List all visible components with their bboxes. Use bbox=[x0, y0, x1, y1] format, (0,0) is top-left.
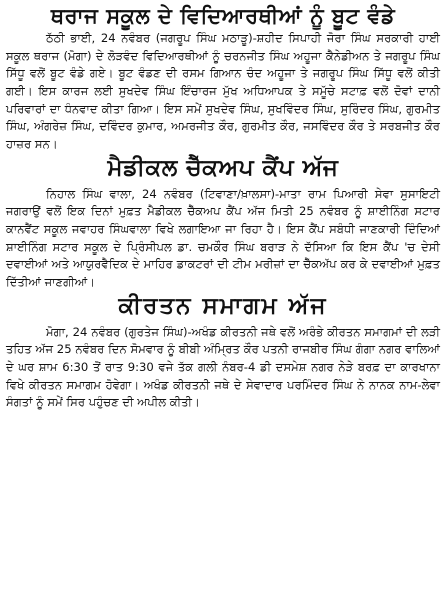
article-headline: ਮੈਡੀਕਲ ਚੈੱਕਅਪ ਕੈਂਪ ਅੱਜ bbox=[107, 155, 339, 182]
article-kirtan-event bbox=[6, 293, 440, 411]
article-body: ਮੋਗਾ, 24 ਨਵੰਬਰ (ਗੁਰਤੇਜ ਸਿੰਘ)-ਅਖੰਡ ਕੀਰਤਨੀ ਜਥੇ ਵਲੋਂ ਅਰੰਭੇ ਕੀਰਤਨ ਸਮਾਗਮਾਂ ਦੀ ਲੜੀ ਤਹਿਤ ਅੱਜ 25 ਨਵੰਬਰ ਦਿਨ ਸੋਮਵਾਰ ਨੂੰ ਬੀਬੀ ਅੰਮ੍ਰਿਤ ਕੌਰ ਪਤਨੀ ਰਾਜਬੀਰ ਸਿੰਘ ਗੰਗਾ ਨਗਰ ਵਾਲਿਆਂ ਦੇ ਘਰ ਸ਼ਾਮ 6:30 ਤੋਂ ਰਾਤ 9:30 ਵਜੇ ਤੱਕ ਗਲੀ ਨੰਬਰ-4 ਡੀ ਦਸਮੇਸ਼ ਨਗਰ ਨੇੜੇ ਬਰਫ਼ ਦਾ ਕਾਰਖਾਨਾ ਵਿਖੇ ਕੀਰਤਨ ਸਮਾਗਮ ਹੋਵੇਗਾ। ਅਖੰਡ ਕੀਰਤਨੀ ਜਥੇ ਦੇ ਸੇਵਾਦਾਰ ਪਰਮਿੰਦਰ ਸਿੰਘ ਨੇ ਨਾਨਕ ਨਾਮ-ਲੇਵਾ ਸੰਗਤਾਂ ਨੂੰ ਸਮੇਂ ਸਿਰ ਪਹੁੰਚਣ ਦੀ ਅਪੀਲ ਕੀਤੀ। bbox=[6, 324, 440, 410]
article-shoes-distribution bbox=[6, 4, 440, 153]
article-medical-camp bbox=[6, 155, 440, 291]
article-headline: ਥਰਾਜ ਸਕੂਲ ਦੇ ਵਿਦਿਆਰਥੀਆਂ ਨੂੰ ਬੂਟ ਵੰਡੇ bbox=[50, 4, 396, 28]
article-body: ਨਿਹਾਲ ਸਿੰਘ ਵਾਲਾ, 24 ਨਵੰਬਰ (ਟਿਵਾਣਾ/ਖ਼ਾਲਸਾ)-ਮਾਤਾ ਰਾਮ ਪਿਆਰੀ ਸੇਵਾ ਸੁਸਾਇਟੀ ਜਗਰਾਉਂ ਵਲੋਂ ਇਕ ਦਿਨਾਂ ਮੁਫ਼ਤ ਮੈਡੀਕਲ ਚੈੱਕਅਪ ਕੈਂਪ ਅੱਜ ਮਿਤੀ 25 ਨਵੰਬਰ ਨੂੰ ਸ਼ਾਈਨਿੰਗ ਸਟਾਰ ਕਾਨਵੈਂਟ ਸਕੂਲ ਜਵਾਹਰ ਸਿੰਘਵਾਲਾ ਵਿਖੇ ਲਗਾਇਆ ਜਾ ਰਿਹਾ ਹੈ। ਇਸ ਕੈਂਪ ਸਬੰਧੀ ਜਾਣਕਾਰੀ ਦਿੰਦਿਆਂ ਸ਼ਾਈਨਿੰਗ ਸਟਾਰ ਸਕੂਲ ਦੇ ਪ੍ਰਿੰਸੀਪਲ ਡਾ. ਚਮਕੌਰ ਸਿੰਘ ਬਰਾੜ ਨੇ ਦੱਸਿਆ ਕਿ ਇਸ ਕੈਂਪ 'ਚ ਦੇਸੀ ਦਵਾਈਆਂ ਅਤੇ ਆਯੁਰਵੈਦਿਕ ਦੇ ਮਾਹਿਰ ਡਾਕਟਰਾਂ ਦੀ ਟੀਮ ਮਰੀਜ਼ਾਂ ਦਾ ਚੈੱਕਅੱਪ ਕਰ ਕੇ ਦਵਾਈਆਂ ਮੁਫ਼ਤ ਦਿੱਤੀਆਂ ਜਾਣਗੀਆਂ। bbox=[6, 186, 440, 289]
article-body: ਠੱਠੀ ਭਾਈ, 24 ਨਵੰਬਰ (ਜਗਰੂਪ ਸਿੰਘ ਮਠਾੜੂ)-ਸ਼ਹੀਦ ਸਿਪਾਹੀ ਜੋਰਾ ਸਿੰਘ ਸਰਕਾਰੀ ਹਾਈ ਸਕੂਲ ਥਰਾਜ (ਮੋਗਾ) ਦੇ ਲੋੜਵੰਦ ਵਿਦਿਆਰਥੀਆਂ ਨੂੰ ਚਰਨਜੀਤ ਸਿੰਘ ਅਹੂਜਾ ਕੈਨੇਡੀਅਨ ਤੇ ਜਗਰੂਪ ਸਿੰਘ ਸਿੱਧੂ ਵਲੋਂ ਬੂਟ ਵੰਡੇ ਗਏ। ਬੂਟ ਵੰਡਣ ਦੀ ਰਸਮ ਗਿਆਨ ਚੰਦ ਅਹੂਜਾ ਤੇ ਜਗਰੂਪ ਸਿੰਘ ਸਿੱਧੂ ਵਲੋਂ ਕੀਤੀ ਗਈ। ਇਸ ਕਾਰਜ ਲਈ ਸੁਖਦੇਵ ਸਿੰਘ ਇੰਚਾਰਜ ਮੁੱਖ ਅਧਿਆਪਕ ਤੇ ਸਮੂੱਚੇ ਸਟਾਫ਼ ਵਲੋਂ ਦੋਵਾਂ ਦਾਨੀ ਪਰਿਵਾਰਾਂ ਦਾ ਧੰਨਵਾਦ ਕੀਤਾ ਗਿਆ। ਇਸ ਸਮੇਂ ਸੁਖਦੇਵ ਸਿੰਘ, ਸੁਖਵਿੰਦਰ ਸਿੰਘ, ਸੁਰਿੰਦਰ ਸਿੰਘ, ਗੁਰਮੀਤ ਸਿੰਘ, ਅੰਗਰੇਜ਼ ਸਿੰਘ, ਦਵਿੰਦਰ ਕੁਮਾਰ, ਅਮਰਜੀਤ ਕੌਰ, ਗੁਰਮੀਤ ਕੌਰ, ਜਸਵਿੰਦਰ ਕੌਰ ਤੇ ਸਰਬਜੀਤ ਕੌਰ ਹਾਜ਼ਰ ਸਨ। bbox=[6, 31, 440, 151]
article-headline: ਕੀਰਤਨ ਸਮਾਗਮ ਅੱਜ bbox=[118, 293, 328, 320]
